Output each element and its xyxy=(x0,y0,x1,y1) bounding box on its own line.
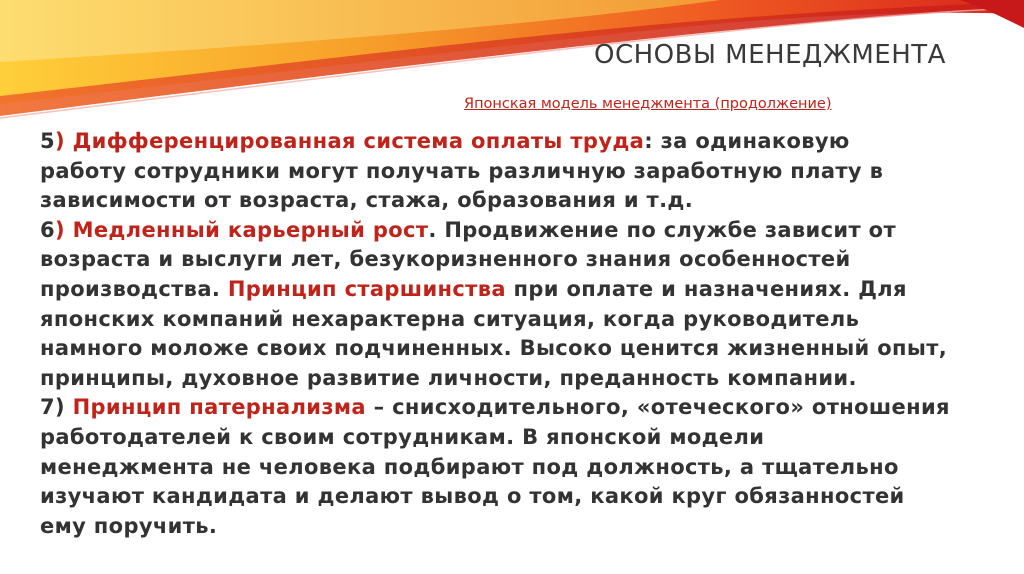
highlighted-term: ) Дифференцированная система оплаты труда xyxy=(54,129,645,153)
body-text xyxy=(40,127,1004,541)
body-text-segment: 6 xyxy=(40,217,55,242)
body-line xyxy=(40,186,1004,216)
body-text-segment: 7) xyxy=(40,395,73,420)
highlighted-term: Принцип старшинства xyxy=(227,276,506,301)
body-text-segment: при оплате и назначениях. Для xyxy=(505,276,907,301)
body-text-segment: зависимости от возраста, стажа, образования и т.д. xyxy=(40,188,694,213)
body-line xyxy=(40,157,1004,187)
highlighted-term: Принцип патернализма xyxy=(72,395,366,420)
body-line xyxy=(40,453,1004,483)
body-line xyxy=(40,305,1004,335)
body-text-segment: работу сотрудники могут получать различную заработную плату в xyxy=(40,158,884,183)
body-line xyxy=(40,393,1004,423)
body-text-segment: японских компаний нехарактерна ситуация, когда руководитель xyxy=(40,306,860,331)
body-line xyxy=(40,482,1004,512)
body-text-segment: изучают кандидата и делают вывод о том, какой круг обязанностей xyxy=(40,484,905,509)
slide-subtitle: Японская модель менеджмента (продолжение) xyxy=(464,96,832,112)
body-line xyxy=(40,127,1004,157)
body-line xyxy=(40,364,1004,394)
body-text-segment: ему поручить. xyxy=(40,513,218,538)
body-line xyxy=(40,423,1004,453)
body-line xyxy=(40,334,1004,364)
body-text-segment: : за одинаковую xyxy=(644,129,850,153)
body-line xyxy=(40,245,1004,275)
body-text-segment: . Продвижение по службе зависит от xyxy=(428,217,896,242)
body-text-segment: – снисходительного, «отеческого» отношения xyxy=(365,395,950,420)
body-line xyxy=(40,275,1004,305)
body-line xyxy=(40,512,1004,542)
body-text-segment: принципы, духовное развитие личности, преданность компании. xyxy=(40,365,857,390)
body-line xyxy=(40,216,1004,246)
body-text-segment: возраста и выслуги лет, безукоризненного знания особенностей xyxy=(40,247,851,272)
body-text-segment: менеджмента не человека подбирают под должность, а тщательно xyxy=(40,454,899,479)
body-text-segment: 5 xyxy=(40,129,55,153)
highlighted-term: ) Медленный карьерный рост xyxy=(54,217,429,242)
slide-title: ОСНОВЫ МЕНЕДЖМЕНТА xyxy=(594,40,946,70)
body-text-segment: производства. xyxy=(40,276,228,301)
body-text-segment: работодателей к своим сотрудникам. В японской модели xyxy=(40,424,765,449)
body-text-segment: намного моложе своих подчиненных. Высоко ценится жизненный опыт, xyxy=(40,336,948,361)
